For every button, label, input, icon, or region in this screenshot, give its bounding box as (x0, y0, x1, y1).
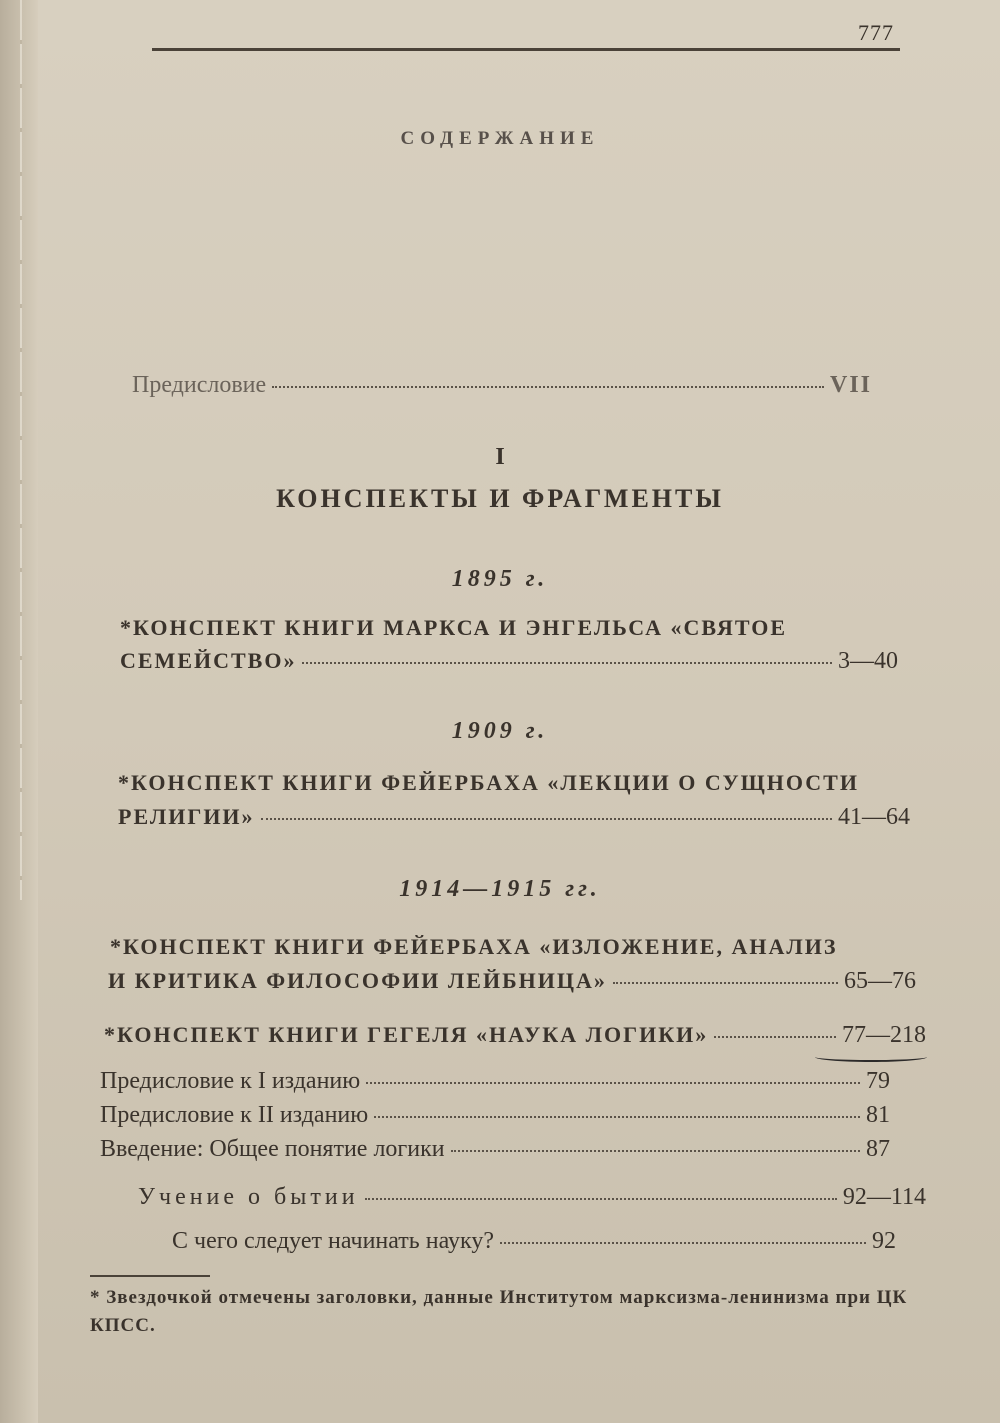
toc-entry-label: Предисловие к II изданию (100, 1102, 369, 1128)
toc-entry-label: Учение о бытии (138, 1184, 359, 1210)
dot-leader (302, 662, 832, 664)
footnote-rule (90, 1275, 210, 1277)
toc-entry-page: 65—76 (844, 968, 916, 994)
toc-entry-leibniz-line1: *КОНСПЕКТ КНИГИ ФЕЙЕРБАХА «ИЗЛОЖЕНИЕ, АНАЛИЗ (110, 934, 838, 959)
toc-entry-page: 77—218 (842, 1022, 926, 1048)
dot-leader (366, 1082, 860, 1084)
toc-entry-label: Введение: Общее понятие логики (100, 1136, 445, 1162)
toc-sub-entry (100, 1068, 890, 1095)
footnote: * Звездочкой отмечены заголовки, данные Институтом марксизма-ленинизма при ЦК КПСС. (90, 1287, 908, 1336)
toc-entry-page: 79 (866, 1068, 890, 1094)
year-heading-1914: 1914—1915 гг. (399, 876, 601, 902)
toc-entry-label: И КРИТИКА ФИЛОСОФИИ ЛЕЙБНИЦА» (108, 968, 607, 993)
handwritten-underline (815, 1052, 927, 1062)
toc-entry-label: С чего следует начинать науку? (172, 1228, 494, 1254)
part-title: КОНСПЕКТЫ И ФРАГМЕНТЫ (276, 484, 724, 513)
dot-leader (500, 1242, 866, 1244)
toc-entry-hegel (104, 1022, 926, 1049)
toc-entry-page: VII (829, 372, 872, 398)
dot-leader (451, 1150, 860, 1152)
toc-entry-page: 92 (872, 1228, 896, 1254)
toc-entry-1909-line1: *КОНСПЕКТ КНИГИ ФЕЙЕРБАХА «ЛЕКЦИИ О СУЩНОСТИ (118, 770, 859, 795)
toc-sub-entry (100, 1102, 890, 1129)
toc-entry-1909 (118, 804, 910, 831)
toc-entry-leibniz (108, 968, 916, 995)
dot-leader (261, 818, 832, 820)
year-heading-1895: 1895 г. (451, 566, 549, 592)
toc-entry-label: РЕЛИГИИ» (118, 804, 255, 829)
part-numeral: I (495, 444, 505, 470)
toc-entry-page: 3—40 (838, 648, 898, 674)
page-number: 777 (858, 20, 894, 45)
toc-entry-preface (132, 372, 872, 399)
toc-sub-entry (138, 1184, 926, 1211)
dot-leader (365, 1198, 837, 1200)
contents-title: СОДЕРЖАНИЕ (400, 128, 600, 149)
toc-entry-label: Предисловие к I изданию (100, 1068, 361, 1094)
toc-entry-1895 (120, 648, 898, 675)
toc-entry-page: 41—64 (838, 804, 910, 830)
dot-leader (613, 982, 838, 984)
header-rule (152, 48, 900, 51)
book-gutter (0, 0, 38, 1423)
toc-sub-entry (100, 1136, 890, 1163)
toc-entry-label: СЕМЕЙСТВО» (120, 648, 297, 673)
dot-leader (374, 1116, 860, 1118)
dot-leader (272, 386, 824, 388)
toc-entry-page: 92—114 (842, 1184, 926, 1210)
toc-sub-entry (172, 1228, 896, 1255)
toc-entry-1895-line1: *КОНСПЕКТ КНИГИ МАРКСА И ЭНГЕЛЬСА «СВЯТОЕ (120, 615, 788, 640)
toc-entry-label: *КОНСПЕКТ КНИГИ ГЕГЕЛЯ «НАУКА ЛОГИКИ» (104, 1022, 709, 1047)
year-heading-1909: 1909 г. (451, 718, 549, 744)
toc-entry-page: 87 (866, 1136, 890, 1162)
toc-entry-label: Предисловие (132, 372, 267, 398)
toc-entry-page: 81 (866, 1102, 890, 1128)
dot-leader (714, 1036, 836, 1038)
